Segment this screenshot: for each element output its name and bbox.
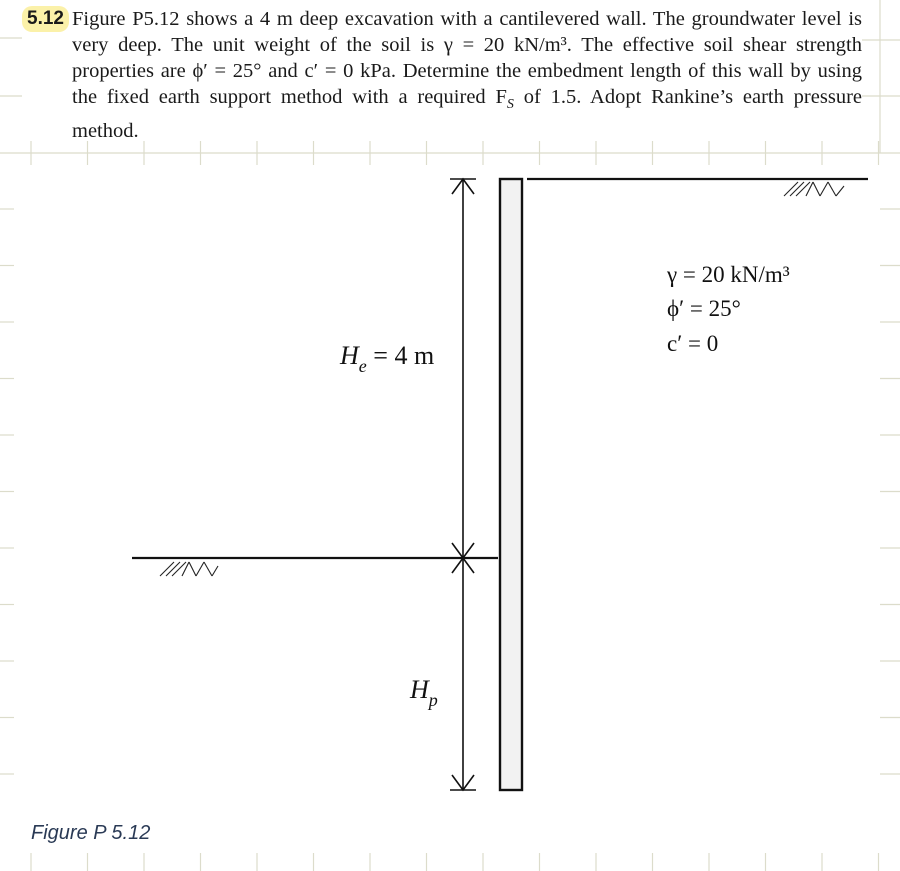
unit-weight-label: γ = 20 kN/m³: [667, 262, 790, 287]
ground-hatch-left: [160, 562, 218, 576]
excavation-depth-label: $H_e = 4$ m: [340, 341, 435, 376]
embedment-depth-label: $H_p$: [410, 675, 438, 710]
cantilever-wall: [500, 179, 522, 790]
ground-hatch-right: [784, 182, 844, 196]
cohesion-label: c′ = 0: [667, 331, 719, 356]
problem-body-end: of 1.5. Adopt Rankine’s earth pressure method.: [72, 86, 862, 143]
problem-body: Figure P5.12 shows a 4 m deep excavation with a cantilevered wall. The groundwater level is very deep. The unit weight of the soil is γ = 20 kN/m³. The effective soil shear strength properties are ϕ′ = 25° and c′ = 0 kPa. Determine the embedment length of this wall by using the fixed earth support method with a required F: [72, 8, 862, 108]
factor-of-safety-subscript: S: [506, 97, 514, 113]
embedment-depth-dimension: [450, 558, 476, 790]
friction-angle-label: ϕ′ = 25°: [667, 296, 741, 321]
problem-number: 5.12: [22, 6, 69, 32]
figure-caption: Figure P 5.12: [31, 822, 151, 844]
excavation-depth-dimension: [450, 179, 476, 558]
